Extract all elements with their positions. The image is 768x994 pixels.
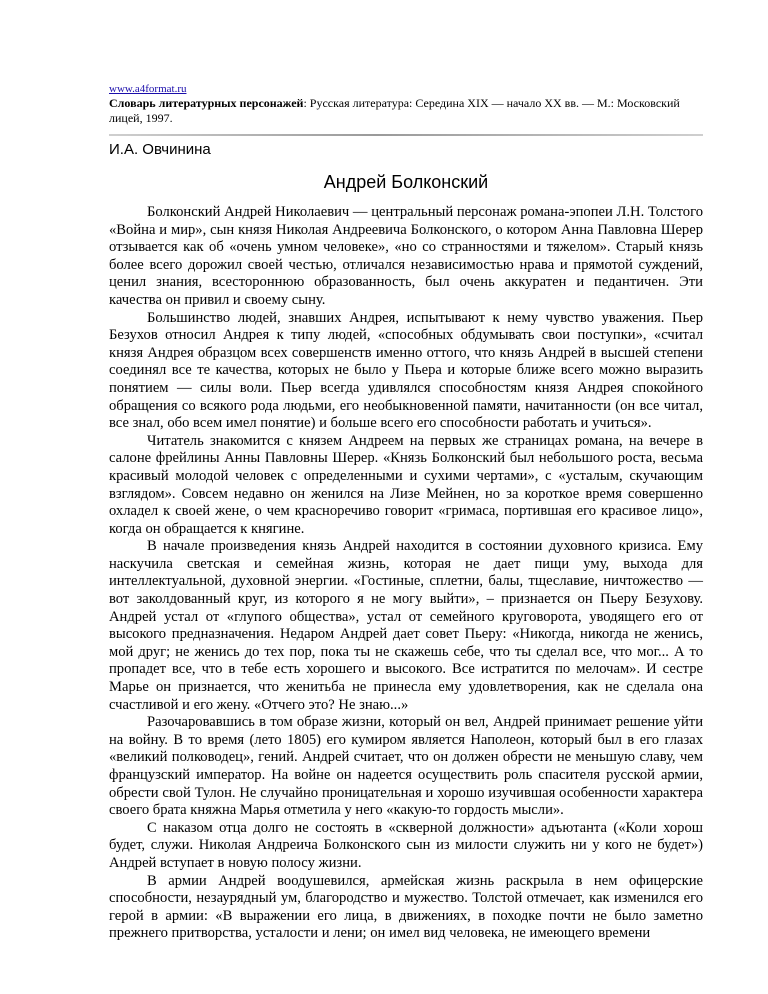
paragraph: Разочаровавшись в том образе жизни, который он вел, Андрей принимает решение уйти на войну. В то время (лето 1805) его кумиром является Наполеон, который был в его глазах «великий полководец», гений. Андрей считает, что он должен обрести не меньшую славу, чем французский император. На войне он надеется осуществить роль спасителя русской армии, обрести свой Тулон. Не случайно проницательная и хорошо изучившая особенности характера своего брата княжна Марья отметила у него «какую-то гордость мысли». [109,714,703,819]
paragraph: С наказом отца долго не состоять в «скверной должности» адъютанта («Коли хорош будет, служи. Николая Андреича Болконского сын из милости служить ни у кого не будет») Андрей вступает в новую полосу жизни. [109,819,703,871]
document-page [109,82,703,943]
paragraph: Читатель знакомится с князем Андреем на первых же страницах романа, на вечере в салоне фрейлины Анны Павловны Шерер. «Князь Болконский был небольшого роста, весьма красивый молодой человек с определенными и сухими чертами», с «усталым, скучающим взглядом». Совсем недавно он женился на Лизе Мейнен, но за короткое время совершенно охладел к своей жене, о чем красноречиво говорит «гримаса, портившая его красивое лицо», когда он обращается к княгине. [109,432,703,537]
source-title: Словарь литературных персонажей [109,96,304,110]
article-title: Андрей Болконский [323,172,489,192]
paragraph: В армии Андрей воодушевился, армейская жизнь раскрыла в нем офицерские способности, незаурядный ум, благородство и мужество. Толстой отмечает, как изменился его герой в армии: «В выражении его лица, в движениях, в походке почти не было заметно прежнего притворства, усталости и лени; он имел вид человека, не имеющего времени [109,872,703,942]
paragraph: Болконский Андрей Николаевич — центральный персонаж романа-эпопеи Л.Н. Толстого «Война и мир», сын князя Николая Андреевича Болконского, о котором Анна Павловна Шерер отзывается как об «очень умном человеке», «но со странностями и тяжелом». Старый князь более всего дорожил своей честью, отличался независимостью нрава и прямотой суждений, ценил знания, всестороннюю образованность, был очень аккуратен и педантичен. Эти качества он привил и своему сыну. [109,204,703,308]
article-body [109,204,703,943]
paragraph: Большинство людей, знавших Андрея, испытывают к нему чувство уважения. Пьер Безухов относил Андрея к типу людей, «способных обдумывать свои поступки», «считал князя Андрея образцом всех совершенств именно оттого, что князь Андрей в высшей степени соединял все те качества, которых не было у Пьера и которые ближе всего можно выразить понятием — силы воли. Пьер всегда удивлялся способностям князя Андрея спокойного обращения со всякого рода людьми, его необыкновенной памяти, начитанности (он все читал, все знал, обо всем имел понятие) и больше всего его способности работать и учиться». [109,309,703,432]
source-link[interactable]: www.a4format.ru [109,83,187,95]
paragraph: В начале произведения князь Андрей находится в состоянии духовного кризиса. Ему наскучила светская и семейная жизнь, которая не дает пищи уму, выхода для интеллектуальной, духовной энергии. «Гостиные, сплетни, балы, тщеславие, ничтожество — вот заколдованный круг, из которого я не могу выйти», – признается он Пьеру Безухову. Андрей устал от «глупого общества», устал от семейного круговорота, уводящего его от высокого предназначения. Недаром Андрей дает совет Пьеру: «Никогда, никогда не женись, мой друг; не женись до тех пор, пока ты не скажешь себе, что ты сделал все, что мог... А то пропадет все, что в тебе есть хорошего и высокого. Все истратится по мелочам». И сестре Марье он признается, что женитьба не принесла ему удовлетворения, как не сделала она счастливой и его жену. «Отчего это? Не знаю...» [109,538,703,713]
author-name: И.А. Овчинина [109,141,211,158]
header-divider [109,134,703,136]
source-details: : Русская литература: Середина XIX — начало XX вв. — М.: Московский лицей, 1997. [109,96,680,125]
source-citation [109,96,703,126]
